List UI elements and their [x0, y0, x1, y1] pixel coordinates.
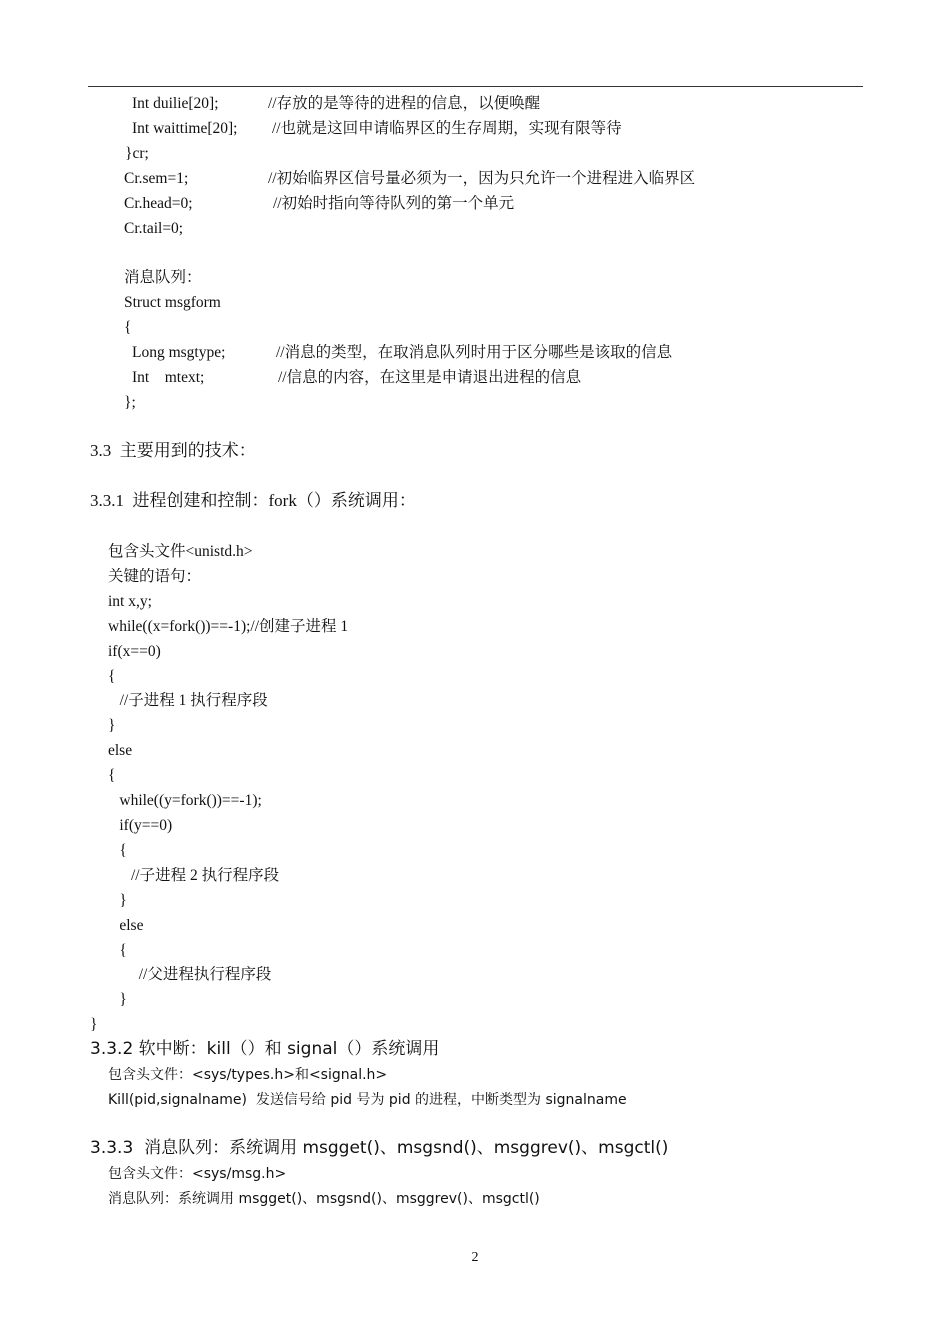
code-line: {: [124, 319, 132, 336]
page-number: 2: [471, 1250, 479, 1265]
code-line: if(y==0): [100, 817, 173, 834]
code-line: {: [100, 942, 127, 959]
code-line: Cr.head=0;: [124, 195, 193, 212]
code-line: }: [100, 991, 127, 1008]
code-comment: //也就是这回申请临界区的生存周期，实现有限等待: [272, 120, 622, 137]
message-queue-title: 消息队列：: [124, 269, 202, 286]
code-line: };: [124, 394, 136, 411]
code-line: while((y=fork())==-1);: [100, 792, 262, 809]
code-line: Cr.tail=0;: [124, 220, 184, 237]
code-line: //子进程 2 执行程序段: [100, 867, 280, 884]
code-line: //父进程执行程序段: [100, 966, 272, 983]
code-line: 关键的语句：: [108, 568, 202, 585]
code-line: Int duilie[20];: [132, 95, 219, 112]
code-line: if(x==0): [108, 643, 161, 660]
code-line: 包含头文件<unistd.h>: [108, 543, 253, 560]
code-line: else: [108, 742, 133, 759]
code-comment: //初始时指向等待队列的第一个单元: [273, 195, 515, 212]
code-line: Long msgtype;: [132, 344, 226, 361]
code-line: Struct msgform: [124, 294, 221, 311]
code-line: {: [108, 668, 116, 685]
code-line: }: [108, 717, 116, 734]
code-line: }cr;: [125, 145, 149, 162]
code-line: else: [100, 917, 144, 934]
code-comment: //消息的类型，在取消息队列时用于区分哪些是该取的信息: [276, 344, 673, 361]
code-line: }: [100, 892, 127, 909]
section-heading-3-3: 3.3 主要用到的技术：: [90, 441, 256, 460]
header-rule: [88, 86, 863, 87]
code-line: {: [100, 842, 127, 859]
code-line: }: [90, 1016, 98, 1033]
code-line: Cr.sem=1;: [124, 170, 189, 187]
code-line: int x,y;: [108, 593, 152, 610]
code-line: //子进程 1 执行程序段: [108, 692, 268, 709]
code-line: {: [108, 767, 116, 784]
code-line: while((x=fork())==-1);//创建子进程 1: [108, 618, 349, 635]
code-comment: //信息的内容，在这里是申请退出进程的信息: [278, 369, 582, 386]
body-line: Kill(pid,signalname) 发送信号给 pid 号为 pid 的进程，中断类型为 signalname: [108, 1092, 627, 1108]
section-heading-3-3-2: 3.3.2 软中断：kill（）和 signal（）系统调用: [90, 1039, 440, 1059]
body-line: 包含头文件：<sys/msg.h>: [108, 1166, 287, 1182]
section-heading-3-3-1: 3.3.1 进程创建和控制：fork（）系统调用：: [90, 491, 416, 510]
body-line: 消息队列：系统调用 msgget()、msgsnd()、msggrev()、msgctl(): [108, 1191, 540, 1207]
code-line: Int mtext;: [132, 369, 205, 386]
code-comment: //初始临界区信号量必须为一，因为只允许一个进程进入临界区: [268, 170, 696, 187]
code-comment: //存放的是等待的进程的信息，以便唤醒: [268, 95, 541, 112]
section-heading-3-3-3: 3.3.3 消息队列：系统调用 msgget()、msgsnd()、msggrev()、msgctl(): [90, 1138, 669, 1158]
body-line: 包含头文件：<sys/types.h>和<signal.h>: [108, 1067, 388, 1083]
code-line: Int waittime[20];: [132, 120, 238, 137]
